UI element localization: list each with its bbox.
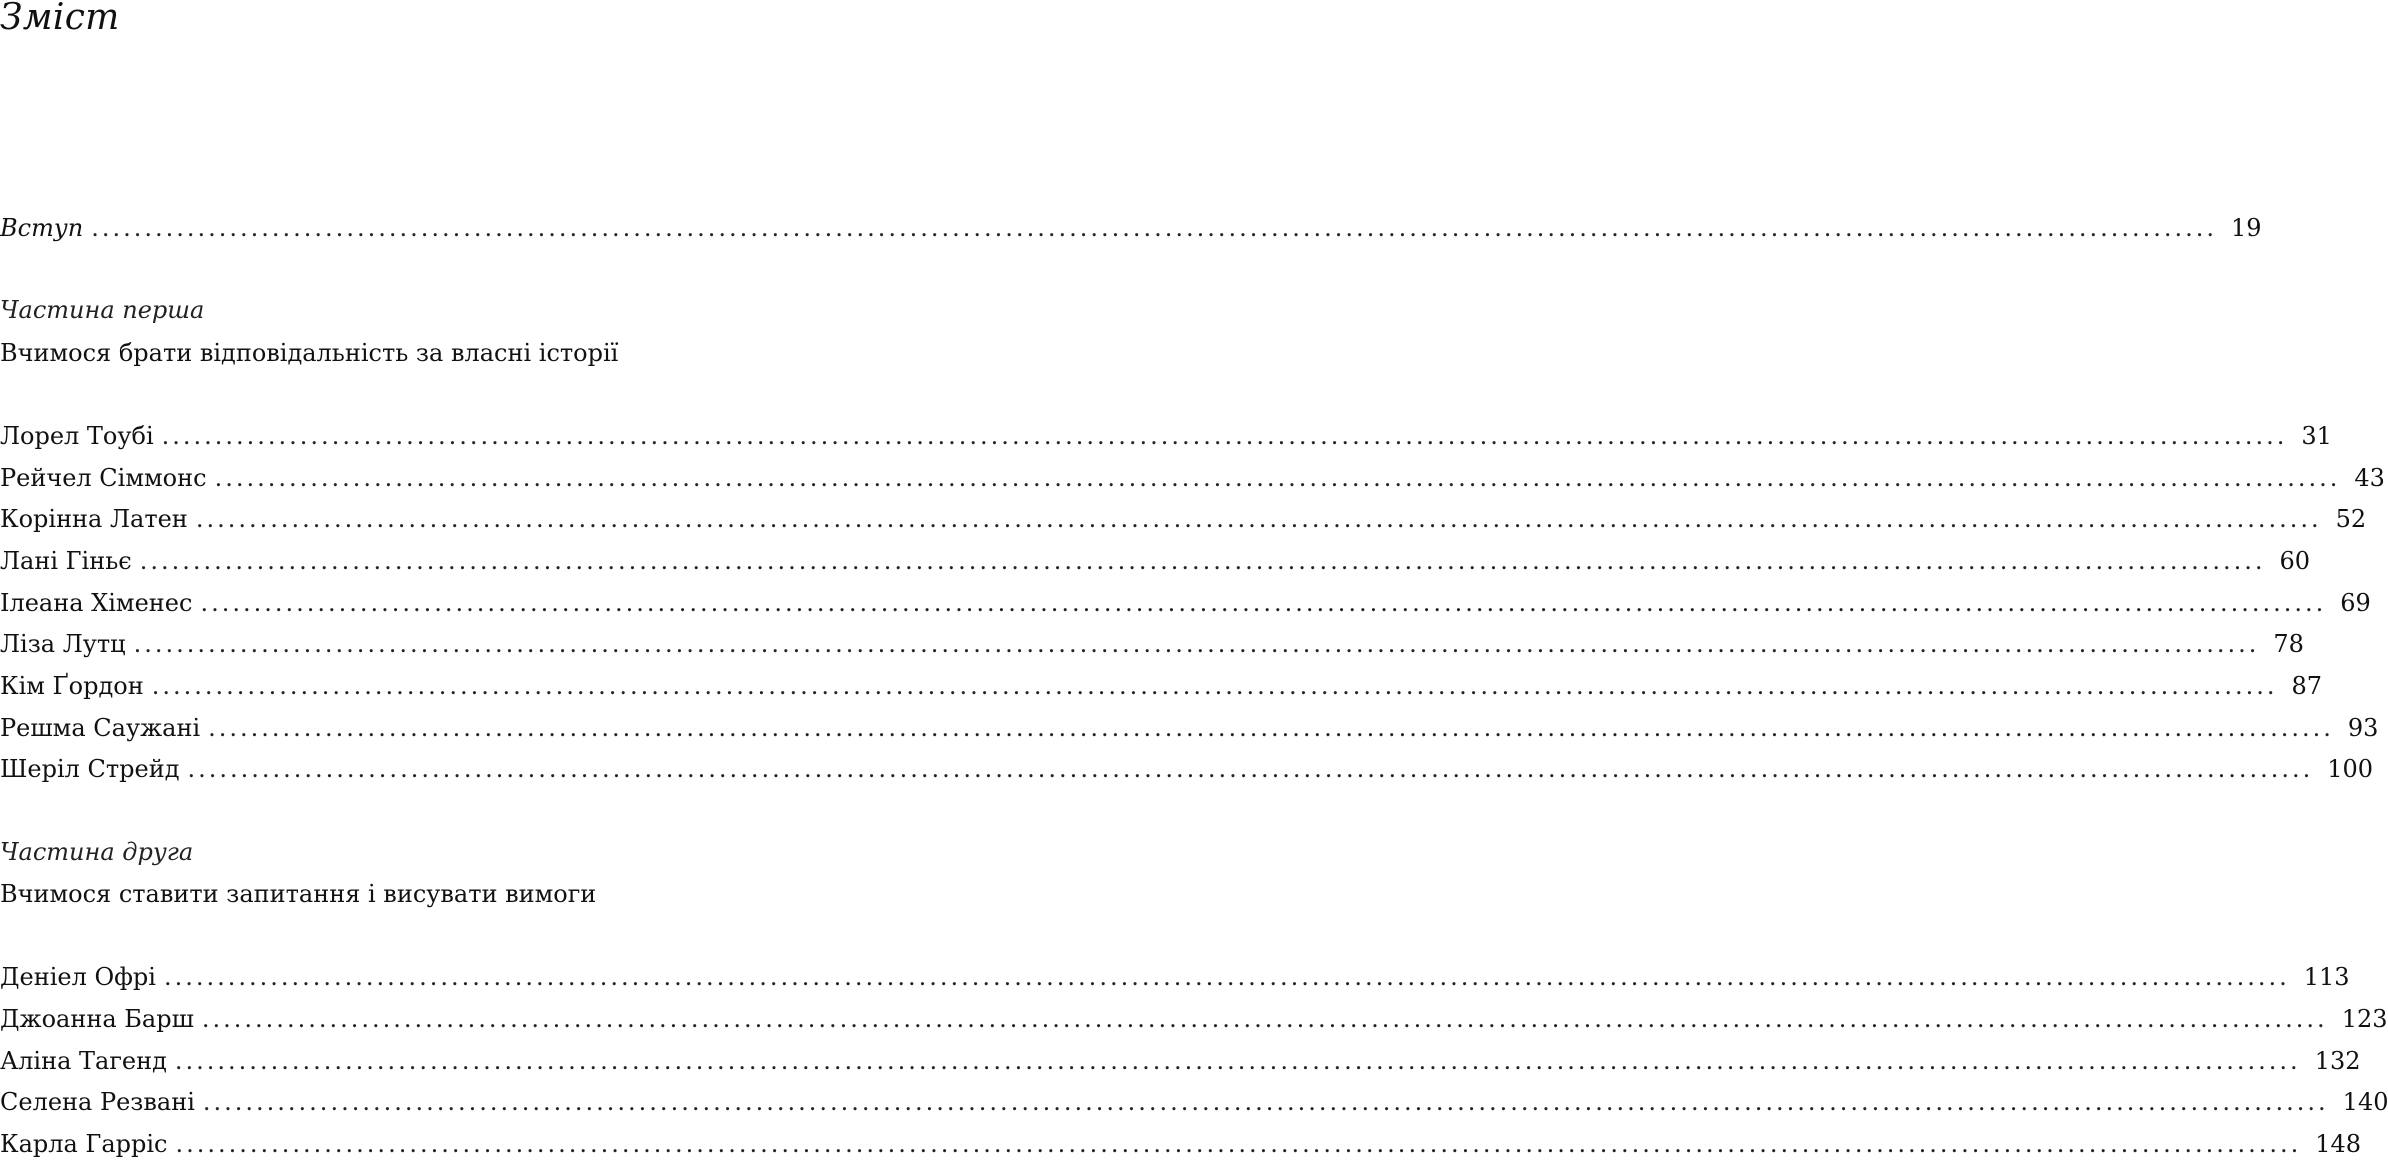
part-two-heading: Вчимося ставити запитання і висувати вимоги xyxy=(0,880,597,908)
toc-entry-label: Карла Гарріс xyxy=(0,1130,168,1158)
leader-dots: ........................................................................................................................................................................................................ xyxy=(195,505,2322,533)
toc-entry-page: 87 xyxy=(2291,672,2323,700)
toc-entry[interactable] xyxy=(0,420,2332,452)
toc-entry-page: 60 xyxy=(2279,547,2311,575)
toc-entry-label: Рейчел Сіммонс xyxy=(0,464,207,492)
toc-entry-label: Ілеана Хіменес xyxy=(0,589,193,617)
toc-entry-page: 100 xyxy=(2327,755,2374,783)
toc-entry-page: 78 xyxy=(2273,630,2304,658)
toc-entry[interactable] xyxy=(0,545,2311,577)
toc-entry-page: 31 xyxy=(2301,422,2332,450)
leader-dots: ........................................................................................................................................................................................................ xyxy=(91,214,2217,242)
leader-dots: ........................................................................................................................................................................................................ xyxy=(187,755,2314,783)
toc-entry[interactable] xyxy=(0,753,2374,785)
toc-entry-page: 43 xyxy=(2354,464,2385,492)
toc-entry[interactable] xyxy=(0,1128,2362,1160)
toc-entry-label: Ліза Лутц xyxy=(0,630,126,658)
toc-entry-label: Лані Гіньє xyxy=(0,547,132,575)
leader-dots: ........................................................................................................................................................................................................ xyxy=(133,630,2260,658)
toc-entry[interactable] xyxy=(0,1086,2388,1118)
leader-dots: ........................................................................................................................................................................................................ xyxy=(174,1047,2301,1075)
toc-title: Зміст xyxy=(0,0,120,38)
toc-entry-label: Кім Ґордон xyxy=(0,672,144,700)
toc-entry-label: Деніел Офрі xyxy=(0,963,156,991)
toc-entry[interactable] xyxy=(0,1045,2361,1077)
toc-entry[interactable] xyxy=(0,462,2385,494)
leader-dots: ........................................................................................................................................................................................................ xyxy=(161,422,2288,450)
leader-dots: ........................................................................................................................................................................................................ xyxy=(201,1005,2328,1033)
toc-entry-label: Селена Резвані xyxy=(0,1088,195,1116)
toc-entry-label: Джоанна Барш xyxy=(0,1005,194,1033)
toc-entry-label: Шеріл Стрейд xyxy=(0,755,180,783)
toc-entry-label: Вступ xyxy=(0,214,84,242)
toc-entry[interactable] xyxy=(0,961,2350,993)
toc-entry[interactable] xyxy=(0,503,2367,535)
part-one-heading: Вчимося брати відповідальність за власні історії xyxy=(0,339,619,367)
toc-entry[interactable] xyxy=(0,628,2304,660)
toc-entry-label: Корінна Латен xyxy=(0,505,188,533)
toc-entry-page: 52 xyxy=(2335,505,2367,533)
toc-entry-label: Лорел Тоубі xyxy=(0,422,154,450)
toc-entry-page: 93 xyxy=(2347,714,2379,742)
toc-entry-page: 113 xyxy=(2303,963,2350,991)
toc-entry-intro[interactable] xyxy=(0,212,2262,244)
toc-entry-page: 69 xyxy=(2340,589,2371,617)
leader-dots: ........................................................................................................................................................................................................ xyxy=(139,547,2266,575)
toc-entry-label: Решма Саужані xyxy=(0,714,201,742)
part-one-label: Частина перша xyxy=(0,296,205,324)
toc-entry-page: 19 xyxy=(2231,214,2262,242)
toc-entry-page: 132 xyxy=(2314,1047,2361,1075)
leader-dots: ........................................................................................................................................................................................................ xyxy=(214,464,2341,492)
toc-entry-page: 140 xyxy=(2342,1088,2388,1116)
toc-entry[interactable] xyxy=(0,712,2379,744)
leader-dots: ........................................................................................................................................................................................................ xyxy=(202,1088,2329,1116)
leader-dots: ........................................................................................................................................................................................................ xyxy=(200,589,2327,617)
toc-entry[interactable] xyxy=(0,1003,2388,1035)
part-two-label: Частина друга xyxy=(0,838,194,866)
leader-dots: ........................................................................................................................................................................................................ xyxy=(175,1130,2302,1158)
leader-dots: ........................................................................................................................................................................................................ xyxy=(151,672,2278,700)
leader-dots: ........................................................................................................................................................................................................ xyxy=(163,963,2290,991)
toc-entry-page: 148 xyxy=(2315,1130,2362,1158)
toc-entry[interactable] xyxy=(0,587,2371,619)
toc-entry-label: Аліна Тагенд xyxy=(0,1047,167,1075)
toc-entry[interactable] xyxy=(0,670,2323,702)
leader-dots: ........................................................................................................................................................................................................ xyxy=(208,714,2334,742)
toc-entry-page: 123 xyxy=(2341,1005,2388,1033)
